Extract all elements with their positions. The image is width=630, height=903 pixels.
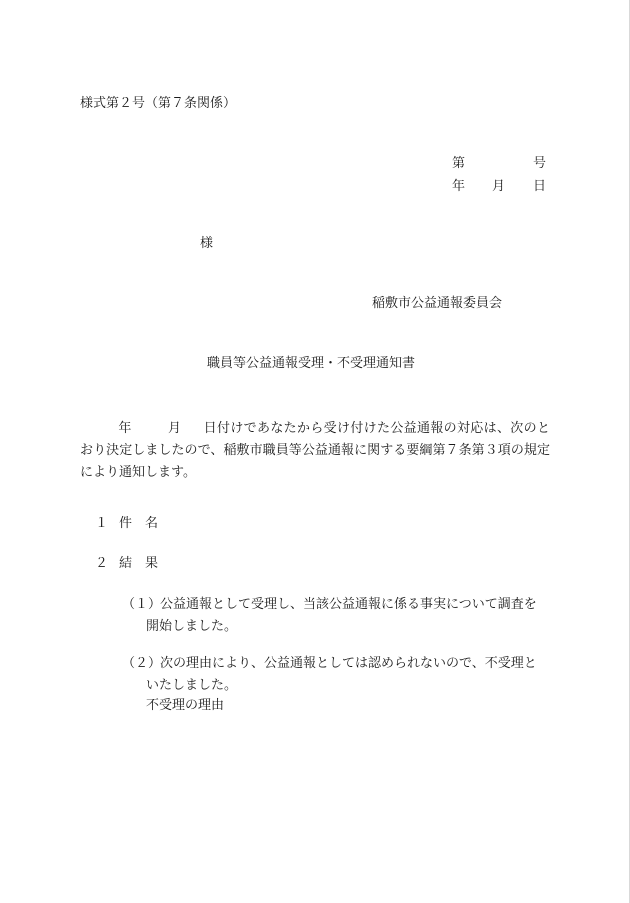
item-1-number: １: [95, 516, 109, 531]
option-1-line2: 開始しました。: [146, 619, 238, 634]
item-1-label: 件 名: [119, 516, 159, 531]
form-number: 様式第２号（第７条関係）: [80, 96, 237, 111]
document-title: 職員等公益通報受理・不受理通知書: [207, 356, 416, 371]
sender-name: 稲敷市公益通報委員会: [372, 296, 503, 311]
date-year: 年: [452, 179, 466, 194]
option-2-line2: いたしました。: [146, 678, 238, 693]
body-text: 日付けであなたから受け付けた公益通報の対応は、次のとおり決定しましたので、稲敷市職員等公益通報に関する要綱第７条第３項の規定により通知します。: [80, 421, 550, 480]
body-paragraph: [80, 418, 550, 484]
option-1-number: （１）: [122, 597, 162, 612]
option-2-reason-label: 不受理の理由: [146, 698, 225, 713]
body-month: 月: [167, 421, 182, 436]
doc-number-suffix: 号: [533, 156, 547, 171]
body-year: 年: [118, 421, 132, 436]
option-1-line1: 公益通報として受理し、当該公益通報に係る事実について調査を: [160, 597, 537, 612]
item-2-number: ２: [95, 556, 109, 571]
addressee-suffix: 様: [200, 236, 214, 251]
item-2-label: 結 果: [119, 556, 159, 571]
option-2-number: （２）: [122, 656, 162, 671]
date-month: 月: [492, 179, 506, 194]
date-day: 日: [533, 179, 547, 194]
option-2-line1: 次の理由により、公益通報としては認められないので、不受理と: [160, 656, 537, 671]
doc-number-prefix: 第: [452, 156, 466, 171]
